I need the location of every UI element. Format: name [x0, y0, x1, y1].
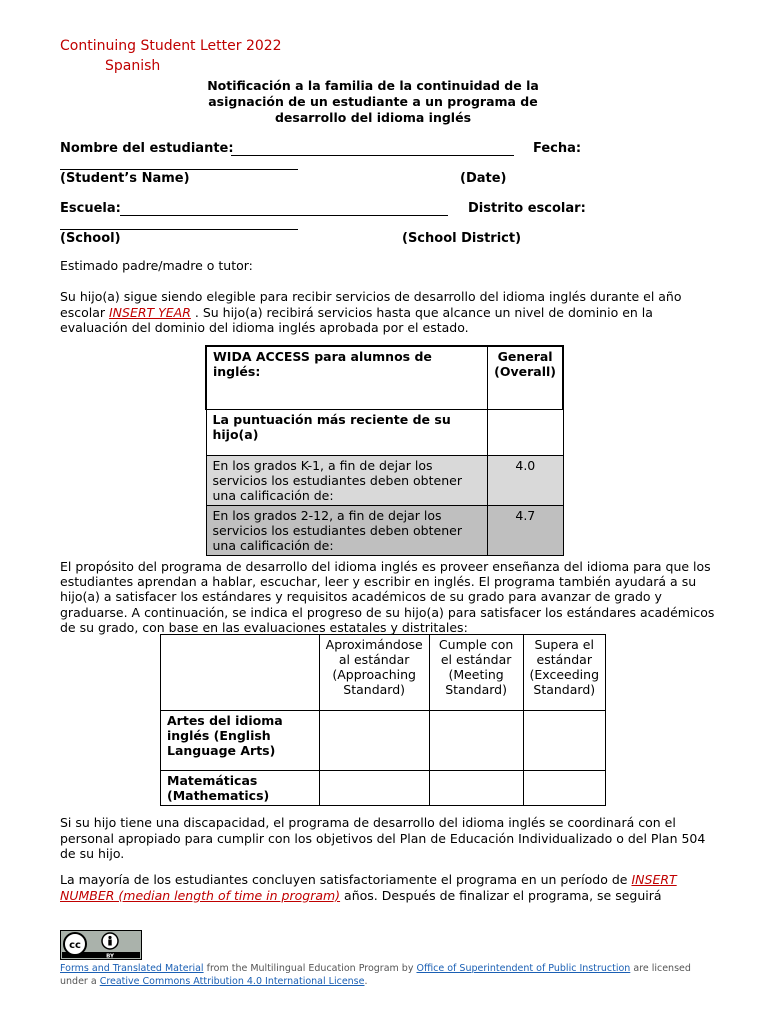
standards-cell[interactable] [429, 711, 523, 771]
cc-by-license-icon [60, 930, 142, 960]
student-name-en: (Student’s Name) [60, 171, 190, 186]
wida-row-k1-label: En los grados K-1, a fin de dejar los servicios los estudiantes deben obtener una calificación de: [206, 455, 488, 505]
standards-col-exceeding: Supera el estándar (Exceeding Standard) [523, 635, 605, 711]
salutation: Estimado padre/madre o tutor: [60, 258, 253, 273]
wida-row-k1-value: 4.0 [488, 455, 563, 505]
date-en: (Date) [460, 171, 507, 186]
standards-corner [161, 635, 320, 711]
cc-license-link[interactable]: Creative Commons Attribution 4.0 International License [99, 976, 365, 987]
standards-table [160, 634, 606, 806]
standards-cell[interactable] [319, 711, 429, 771]
standards-col-meeting: Cumple con el estándar (Meeting Standard) [429, 635, 523, 711]
school-label: Escuela: [60, 201, 121, 216]
wida-header-right: General (Overall) [488, 346, 563, 409]
student-name-label: Nombre del estudiante: [60, 141, 234, 156]
insert-number-placeholder[interactable]: INSERT NUMBER (median length of time in program) [60, 872, 677, 903]
school-en: (School) [60, 231, 121, 246]
wida-row-2-12-label: En los grados 2-12, a fin de dejar los servicios los estudiantes deben obtener una calificación de: [206, 505, 488, 555]
school-line[interactable] [120, 215, 448, 216]
wida-row-score-value[interactable] [488, 409, 563, 455]
paragraph-purpose: El propósito del programa de desarrollo del idioma inglés es proveer enseñanza del idioma para que los estudiantes aprendan a hablar, escuchar, leer y escribir en inglés. El programa también ayudará a su hijo(a) a satisfacer los estándares y requisitos académicos de su grado para avanzar de grado y graduarse. A continuación, se indica el progreso de su hijo(a) para satisfacer los estándares académicos de su grado, con base en las evaluaciones estatales y distritales: [60, 559, 715, 635]
ospi-link[interactable]: Office of Superintendent of Public Instruction [416, 963, 631, 974]
letter-title: Notificación a la familia de la continuidad de la asignación de un estudiante a un programa de desarrollo del idioma inglés [207, 78, 539, 125]
forms-link[interactable]: Forms and Translated Material [60, 963, 204, 974]
standards-cell[interactable] [319, 771, 429, 806]
paragraph-eligibility: Su hijo(a) sigue siendo elegible para recibir servicios de desarrollo del idioma inglés durante el año escolar INSERT YEAR . Su hijo(a) recibirá servicios hasta que alcance un nivel de dominio en la evaluación del dominio del idioma inglés aprobada por el estado. [60, 289, 682, 335]
doc-language: Spanish [105, 58, 161, 74]
district-label: Distrito escolar: [468, 201, 586, 216]
date-label: Fecha: [533, 141, 582, 156]
standards-col-approaching: Aproximándose al estándar (Approaching Standard) [319, 635, 429, 711]
svg-text:cc: cc [69, 940, 81, 951]
license-footer: Forms and Translated Material from the Multilingual Education Program by Office of Superintendent of Public Instruction are licensed under a Creative Commons Attribution 4.0 International License. [60, 963, 691, 987]
doc-title: Continuing Student Letter 2022 [60, 38, 282, 54]
district-en: (School District) [402, 231, 522, 246]
student-name-line[interactable] [231, 155, 514, 156]
student-name-line-2[interactable] [60, 169, 298, 170]
paragraph-disability: Si su hijo tiene una discapacidad, el programa de desarrollo del idioma inglés se coordinará con el personal apropiado para cumplir con los objetivos del Plan de Educación Individualizado o del Plan 504 de su hijo. [60, 815, 706, 861]
standards-row-ela: Artes del idioma inglés (English Language Arts) [161, 711, 320, 771]
standards-cell[interactable] [429, 771, 523, 806]
paragraph-completion: La mayoría de los estudiantes concluyen satisfactoriamente el programa en un período de INSERT NUMBER (median length of time in program) años. Después de finalizar el programa, se seguirá [60, 872, 677, 903]
standards-row-math: Matemáticas (Mathematics) [161, 771, 320, 806]
wida-header-left: WIDA ACCESS para alumnos de inglés: [206, 346, 488, 409]
standards-cell[interactable] [523, 771, 605, 806]
svg-text:BY: BY [106, 953, 114, 960]
wida-row-2-12-value: 4.7 [488, 505, 563, 555]
wida-table [205, 345, 564, 556]
wida-row-score-label: La puntuación más reciente de su hijo(a) [206, 409, 488, 455]
school-line-2[interactable] [60, 229, 298, 230]
insert-year-placeholder[interactable]: INSERT YEAR [108, 304, 191, 320]
standards-cell[interactable] [523, 711, 605, 771]
